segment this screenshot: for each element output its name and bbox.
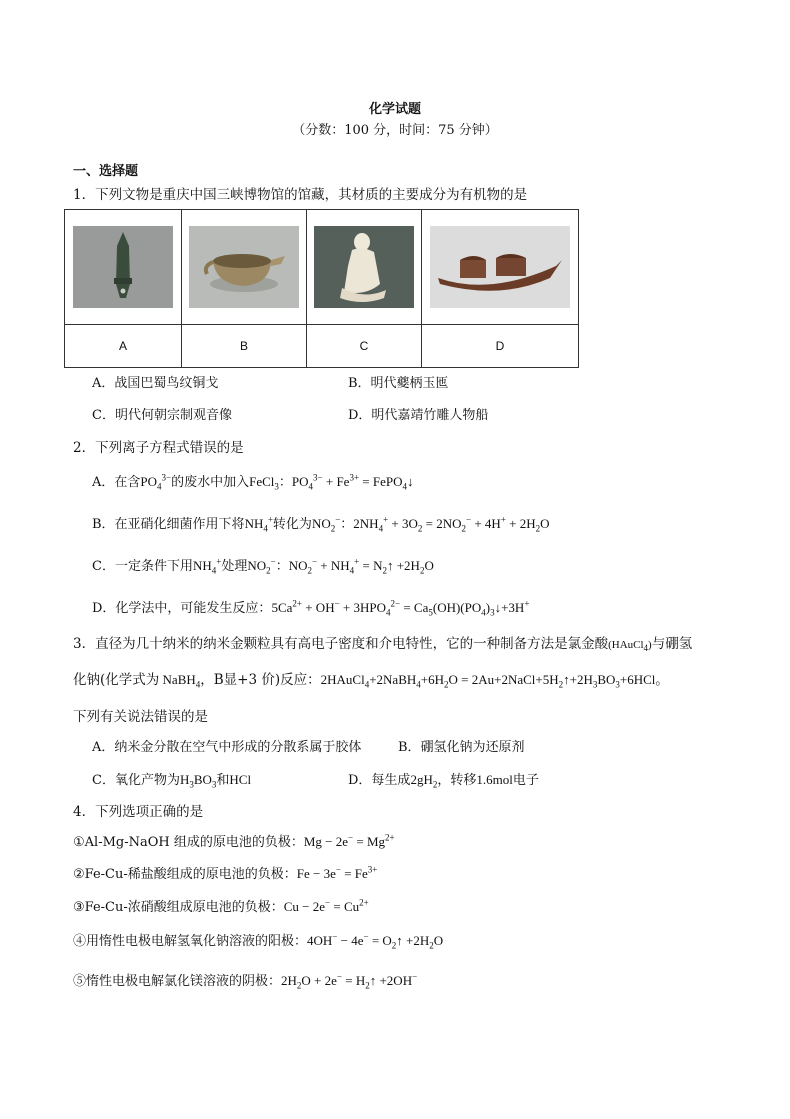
q2-b-mid: 转化为	[272, 517, 312, 532]
hcl-formula: HCl	[229, 772, 252, 787]
q2-b-lead: B．在亚硝化细菌作用下将	[92, 517, 245, 532]
sodium-borohydride-formula: NaBH$_4$	[159, 672, 201, 690]
q2-a-mid: 的废水中加入	[171, 475, 250, 490]
relic-cell-d	[422, 210, 579, 325]
bronze-dagger-axe-image	[73, 226, 173, 308]
electron-amount: 1.6mol	[476, 772, 513, 787]
chloroauric-acid-formula: (HAuCl$_4$)	[608, 639, 652, 654]
page-title: 化学试题	[368, 102, 421, 117]
q4-item-5-text: ⑤惰性电极电解氯化镁溶液的阴极：	[73, 974, 282, 989]
q4-item-3	[73, 897, 369, 918]
q1-option-c: C．明代何朝宗制观音像	[92, 408, 232, 423]
relic-label-c: C	[307, 325, 422, 368]
section-heading: 一、选择题	[73, 164, 139, 179]
hydrogen-mass: $2gH_2$	[410, 772, 438, 790]
q3-c-mid: 和	[216, 773, 230, 788]
q2-b-equation: $NO_2^-$：$2NH_4^+ + 3O_2 = 2NO_2^- + 4H^+ + 2H_2O$	[311, 514, 550, 534]
relic-label-a: A	[65, 325, 182, 368]
ammonium-ion: $NH_4^+$	[192, 556, 222, 576]
q4-item-3-equation: $Cu - 2e^- = Cu^{2+}$	[283, 897, 369, 914]
phosphate-ion: $PO_4^{3-}$	[140, 472, 172, 492]
q2-d-equation: $5Ca^{2+} + OH^- + 3HPO_4^{2-}$ = $Ca_5(OH)(PO_4)_3↓+3H^+$	[271, 598, 530, 618]
boric-acid-formula: $H_3BO_3$	[179, 772, 217, 790]
q3-option-a: A．纳米金分散在空气中形成的分散系属于胶体	[92, 740, 362, 755]
q3-reaction-equation: $2HAuCl_4+2NaBH_4+6H_2O$ = $2Au+2NaCl+5H_2↑+2H_3BO_3+6HCl$。	[320, 672, 669, 690]
q1-option-d: D．明代嘉靖竹雕人物船	[348, 408, 489, 423]
relic-label-d: D	[422, 325, 579, 368]
q2-d-lead: D．化学法中，可能发生反应：	[92, 601, 272, 616]
q3-c-lead: C．氧化产物为	[92, 773, 180, 788]
q4-item-4	[73, 931, 443, 952]
q3-d-lead: D．每生成	[348, 773, 411, 788]
q2-option-c	[92, 556, 434, 577]
q4-item-2-text: ②Fe-Cu-稀盐酸组成的原电池的负极：	[73, 867, 297, 882]
q4-item-5-equation: $2H_2O + 2e^-$ = $H_2↑ +2OH^-$	[281, 971, 418, 991]
q3-d-mid: ，转移	[437, 773, 477, 788]
question-3-line-3: 下列有关说法错误的是	[73, 709, 208, 725]
relic-cell-a	[65, 210, 182, 325]
q4-item-4-text: ④用惰性电极电解氢氧化钠溶液的阳极：	[73, 934, 308, 949]
q2-c-equation: $NO_2^-$：$NO_2^- + NH_4^+$ = $N_2↑ +2H_2O$	[247, 556, 434, 576]
q4-item-2-equation: $Fe - 3e^- = Fe^{3+}$	[296, 864, 378, 881]
q3-line2-b: ，B显+3 价)反应：	[200, 672, 321, 688]
guanyin-statue-image	[314, 226, 414, 308]
q2-option-a	[92, 472, 413, 493]
bamboo-boat-image	[430, 226, 570, 308]
relic-label-b: B	[182, 325, 307, 368]
question-1-stem: 1．下列文物是重庆中国三峡博物馆的馆藏，其材质的主要成分为有机物的是	[73, 187, 528, 203]
q3-option-c	[92, 770, 251, 791]
question-2-stem: 2．下列离子方程式错误的是	[73, 440, 244, 456]
q4-item-1	[73, 832, 395, 853]
jade-vessel-image	[189, 226, 299, 308]
relic-cell-b	[182, 210, 307, 325]
q4-item-4-equation: $4OH^- - 4e^- = O_2↑ +2H_2O$	[307, 931, 444, 951]
q1-option-b: B．明代夔柄玉匜	[348, 376, 449, 391]
q2-option-d	[92, 598, 529, 619]
q2-a-lead: A．在含	[92, 475, 141, 490]
q3-line1-text: 3．直径为几十纳米的纳米金颗粒具有高电子密度和介电特性，它的一种制备方法是氯金酸	[73, 636, 609, 652]
q3-line1-end: 与硼氢	[651, 636, 693, 652]
q4-item-1-equation: $Mg - 2e^- = Mg^{2+}$	[303, 832, 395, 849]
q4-item-3-text: ③Fe-Cu-浓硝酸组成原电池的负极：	[73, 900, 284, 915]
question-3-line-1	[73, 634, 692, 655]
question-3-line-2	[73, 670, 668, 690]
q4-item-2	[73, 864, 377, 885]
ammonium-ion: $NH_4^+$	[244, 514, 273, 534]
q3-line2-a: 化钠(化学式为	[73, 672, 160, 688]
q2-c-mid: 处理	[221, 559, 248, 574]
q2-option-b	[92, 514, 550, 535]
q4-item-5	[73, 971, 417, 992]
q3-option-d	[348, 770, 539, 791]
q1-option-a: A．战国巴蜀鸟纹铜戈	[92, 376, 219, 391]
q3-option-b: B．硼氢化钠为还原剂	[398, 740, 525, 755]
relic-cell-c	[307, 210, 422, 325]
page-subtitle: （分数：100 分，时间：75 分钟）	[292, 123, 498, 138]
q4-item-1-text: ①Al-Mg-NaOH 组成的原电池的负极：	[73, 835, 304, 850]
q2-c-lead: C．一定条件下用	[92, 559, 193, 574]
question-4-stem: 4．下列选项正确的是	[73, 804, 204, 820]
q3-d-end: 电子	[512, 773, 539, 788]
relic-table	[64, 209, 579, 368]
q2-a-equation: FeCl$_3$：$PO_4^{3-} + Fe^{3+}$ = FePO$_4$↓	[249, 472, 414, 492]
